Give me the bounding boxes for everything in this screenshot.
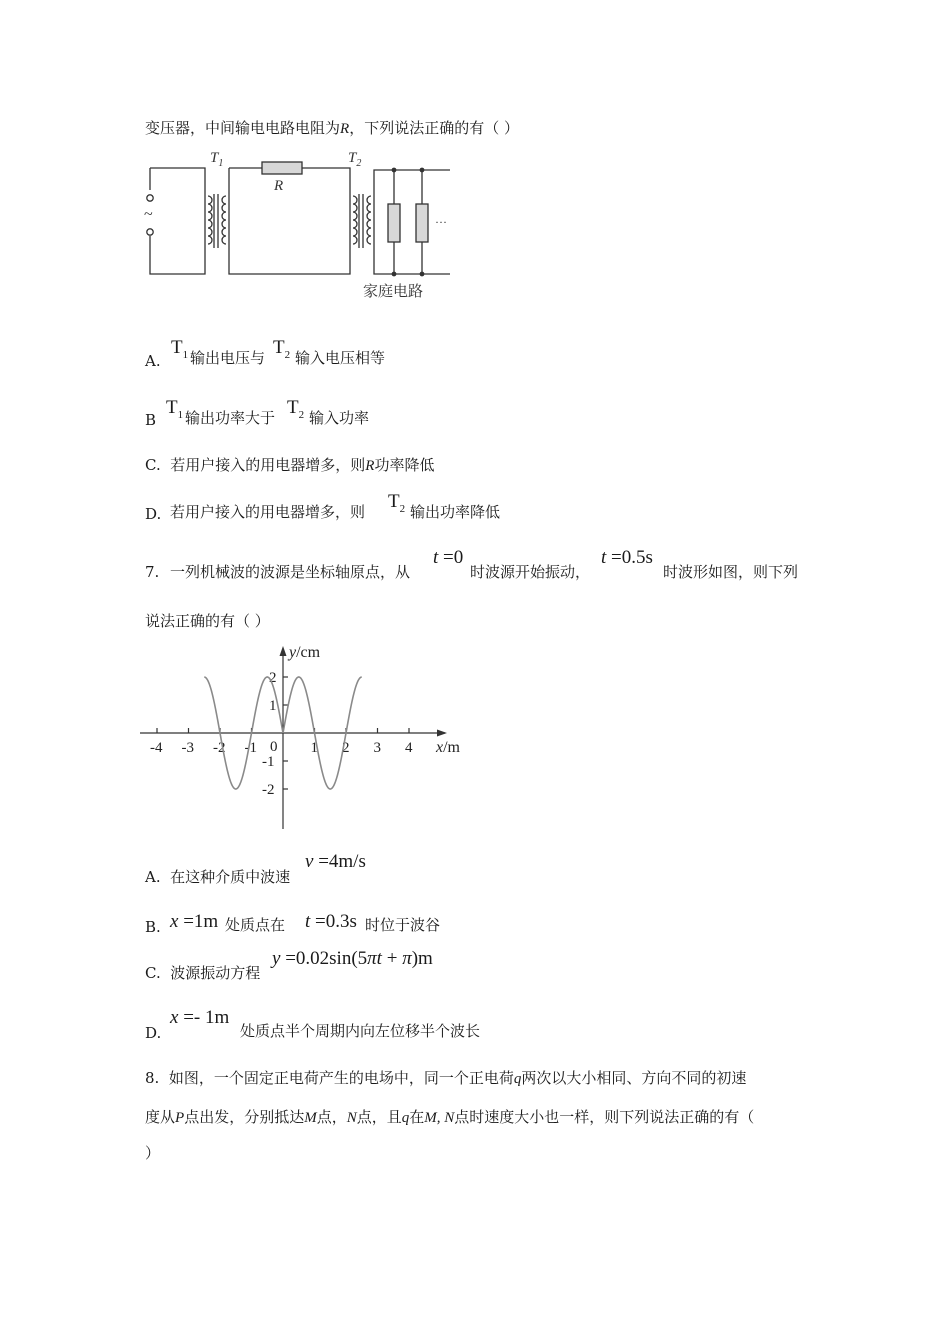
q6-option-a-end: 输入电压相等 [295,349,386,367]
r-label: R [274,178,284,194]
q6-option-d-pre: 若用户接入的用电器增多，则 [170,503,366,521]
t2-secondary-coil [367,196,371,244]
junction-dot [420,272,425,277]
q7-option-b-text2: 时位于波谷 [365,916,441,934]
t2-label: $T_2$ [348,150,362,169]
load-2 [416,204,428,242]
x-tick-label: 4 [405,740,413,756]
q7-math-t05: t =0.5s [601,547,653,568]
junction-dot [392,272,397,277]
t1-secondary-coil [222,196,226,244]
x-tick-label: -4 [150,740,163,756]
q7-option-d-letter: D. [145,1024,162,1042]
q8-line3: ） [145,1144,161,1162]
transmission-loop-wire [229,168,350,274]
q7-option-a: A. 在这种介质中波速 [145,868,291,886]
source-terminal-top [147,195,153,201]
q7-option-b-text1: 处质点在 [225,916,286,934]
junction-dot [420,168,425,173]
x-tick-label: 1 [310,740,318,756]
x-axis-label: x/m [436,739,460,756]
y-axis-label: y/cm [289,644,321,661]
q7-stem-part1: 一列机械波的波源是坐标轴原点，从 [170,563,411,581]
y-tick-label: -1 [262,754,275,770]
wave-chart [135,640,465,840]
x-axis-arrow [437,730,447,737]
q7-option-d-math: x =- 1m [170,1007,230,1028]
q7-stem-part3: 时波形如图，则下列 [663,563,799,581]
q6-option-b-t2: $T_2$ [287,397,305,421]
source-loop-wire [150,168,205,274]
y-axis-arrow [280,646,287,656]
q6-option-c: C. 若用户接入的用电器增多，则R功率降低 [145,456,435,474]
x-tick-label: 2 [342,740,350,756]
q7-stem-line2: 说法正确的有（ ） [145,612,270,630]
x-tick-label: -2 [213,740,226,756]
y-tick-label: 1 [269,698,277,714]
q6-option-a-letter: A. [145,352,161,370]
source-terminal-bottom [147,229,153,235]
t1-label: $T_1$ [210,150,224,169]
q6-option-b-t1: $T_1$ [166,397,184,421]
q7-option-b-math2: t =0.3s [305,911,357,932]
q7-option-b-letter: B. [145,918,161,936]
q6-option-b-mid: 输出功率大于 [185,409,276,427]
x-tick-label: 0 [270,739,278,755]
q7-option-d-text: 处质点半个周期内向左位移半个波长 [240,1022,481,1040]
ac-source-symbol: ~ [144,206,153,223]
q6-stem: 变压器，中间输电电路电阻为R，下列说法正确的有（ ） [145,119,519,137]
resistor-r [262,162,302,174]
t2-primary-coil [353,196,357,244]
q6-option-a-t1: $T_1$ [171,337,189,361]
q6-option-d-end: 输出功率降低 [410,503,501,521]
q6-option-d-t2: $T_2$ [388,491,406,515]
q7-number: 7. [145,563,160,581]
q6-option-d-letter: D. [145,505,162,523]
q6-option-b-letter: B [145,411,157,429]
q7-option-c-math: y =0.02sin(5πt + π)m [272,948,433,969]
transformer-circuit-figure [140,146,460,306]
junction-dot [392,168,397,173]
x-tick-label: -3 [181,740,194,756]
x-tick-label: -1 [244,740,257,756]
q7-option-b-math1: x =1m [170,911,219,932]
y-tick-label: -2 [262,782,275,798]
q7-math-t0: t =0 [433,547,464,568]
q7-option-a-math: v =4m/s [305,851,366,872]
q8-line1: 8. 如图，一个固定正电荷产生的电场中，同一个正电荷q两次以大小相同、方向不同的初速 [145,1069,747,1087]
load-dots: ··· [435,215,447,229]
x-tick-label: 3 [373,740,381,756]
q7-option-c: C. 波源振动方程 [145,964,261,982]
q8-line2: 度从P点出发，分别抵达M点，N点，且q在M, N点时速度大小也一样，则下列说法正确的有（ [145,1108,755,1126]
q6-option-a-t2: $T_2$ [273,337,291,361]
household-label: 家庭电路 [363,284,424,300]
q6-option-a-mid: 输出电压与 [190,349,266,367]
q6-option-b-end: 输入功率 [309,409,370,427]
t1-primary-coil [208,196,212,244]
load-1 [388,204,400,242]
q7-stem-part2: 时波源开始振动， [470,563,591,581]
y-tick-label: 2 [269,670,277,686]
